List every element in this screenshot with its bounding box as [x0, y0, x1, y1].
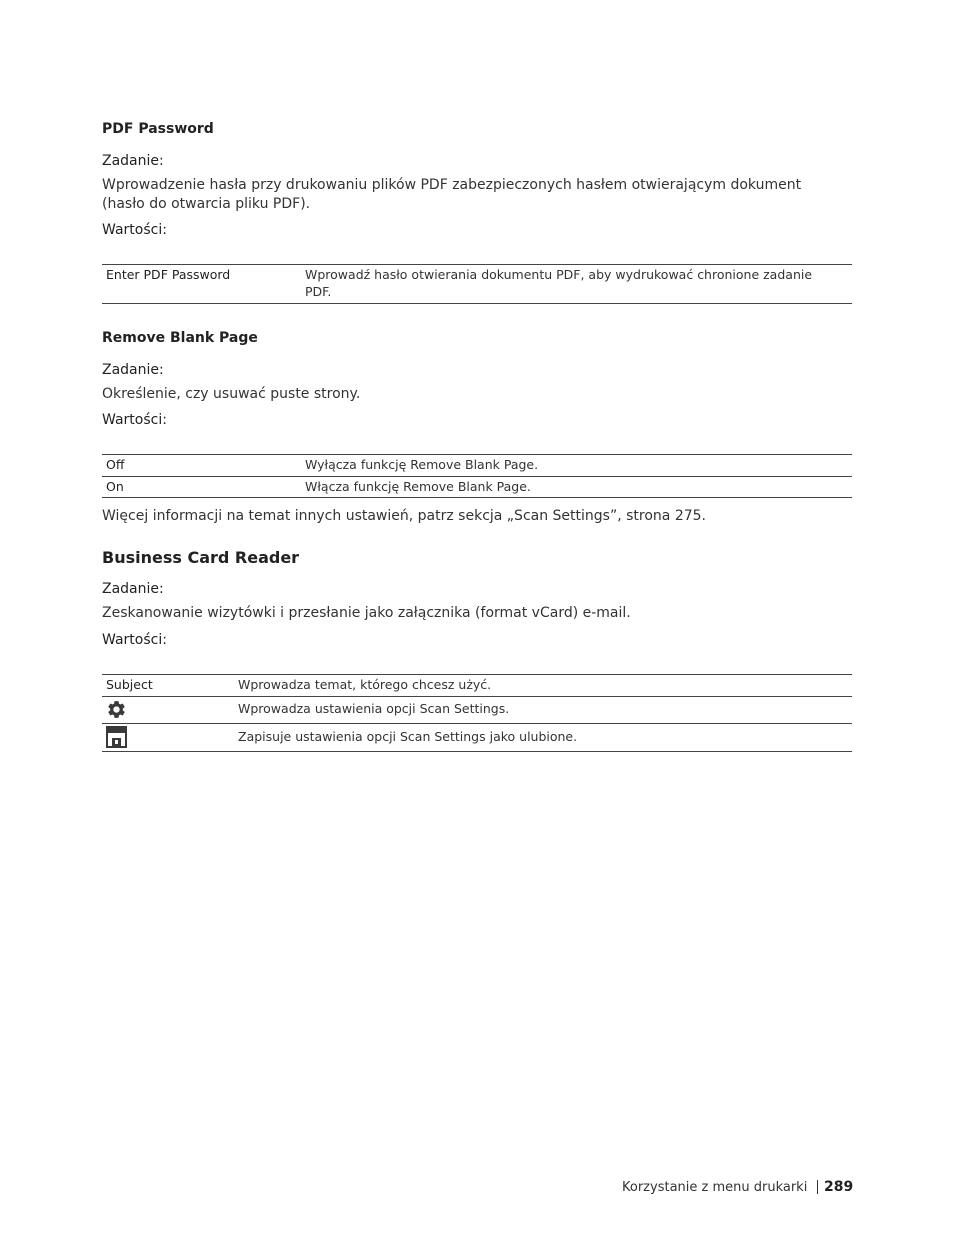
table-rule	[102, 476, 852, 477]
section-title-pdf-password: PDF Password	[102, 121, 214, 137]
table-cell-key: Off	[106, 457, 125, 472]
cross-reference-note: Więcej informacji na temat innych ustawień, patrz sekcja „Scan Settings”, strona 275.	[102, 508, 706, 524]
table-cell-desc: Wyłącza funkcję Remove Blank Page.	[305, 457, 539, 472]
task-text: Zeskanowanie wizytówki i przesłanie jako załącznika (format vCard) e-mail.	[102, 605, 631, 621]
table-cell-desc: Wprowadź hasło otwierania dokumentu PDF, aby wydrukować chronione zadanie	[305, 267, 813, 282]
table-cell-desc: Wprowadza temat, którego chcesz użyć.	[238, 677, 492, 692]
task-label: Zadanie:	[102, 581, 164, 597]
table-rule	[102, 497, 852, 498]
table-rule	[102, 723, 852, 724]
footer-separator	[817, 1180, 818, 1194]
section-title-remove-blank-page: Remove Blank Page	[102, 330, 258, 346]
table-rule	[102, 454, 852, 455]
table-rule	[102, 696, 852, 697]
table-cell-key: On	[106, 479, 124, 494]
task-label: Zadanie:	[102, 362, 164, 378]
table-rule	[102, 751, 852, 752]
page-number: 289	[824, 1179, 854, 1195]
task-text-line: Wprowadzenie hasła przy drukowaniu plików PDF zabezpieczonych hasłem otwierającym dokument	[102, 177, 802, 193]
task-text: Określenie, czy usuwać puste strony.	[102, 386, 361, 402]
table-cell-desc: Włącza funkcję Remove Blank Page.	[305, 479, 531, 494]
values-label: Wartości:	[102, 632, 167, 648]
section-title-business-card-reader: Business Card Reader	[102, 548, 300, 567]
table-cell-desc: Wprowadza ustawienia opcji Scan Settings.	[238, 701, 510, 716]
task-label: Zadanie:	[102, 153, 164, 169]
task-text-line: (hasło do otwarcia pliku PDF).	[102, 196, 311, 212]
table-cell-desc: Zapisuje ustawienia opcji Scan Settings jako ulubione.	[238, 729, 578, 744]
save-icon	[106, 726, 127, 748]
table-cell-key: Subject	[106, 677, 153, 692]
gear-icon	[106, 699, 127, 720]
table-cell-key: Enter PDF Password	[106, 267, 231, 282]
table-cell-desc: PDF.	[305, 284, 332, 299]
footer-chapter-title: Korzystanie z menu drukarki	[622, 1180, 808, 1195]
values-label: Wartości:	[102, 222, 167, 238]
table-rule	[102, 264, 852, 265]
table-rule	[102, 303, 852, 304]
values-label: Wartości:	[102, 412, 167, 428]
table-rule	[102, 674, 852, 675]
